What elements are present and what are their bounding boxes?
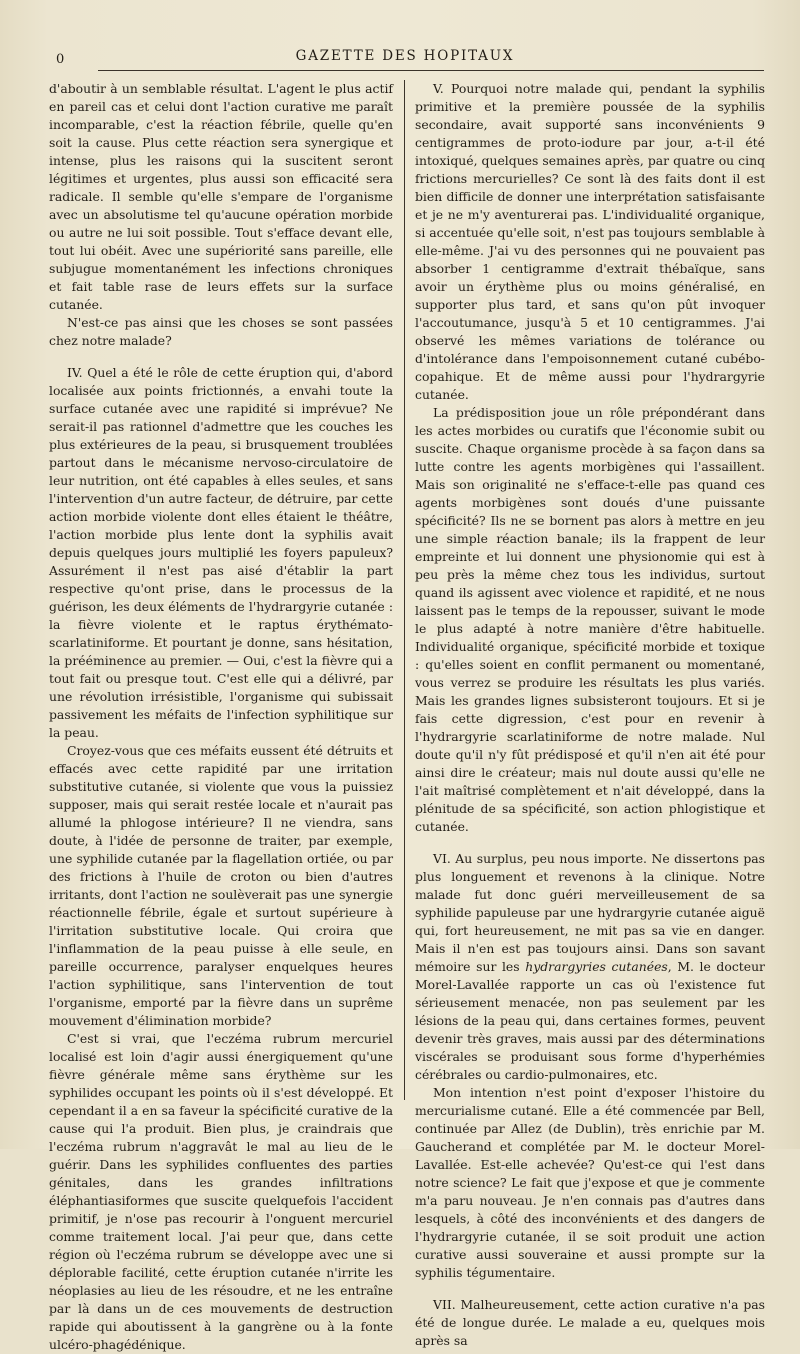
italic-title: hydrargyries cutanées bbox=[525, 959, 668, 974]
text-run: , M. le docteur Morel-Lavallée rapporte un cas où l'existence fut sérieusement menacée, non pas seulement par les lésions de la peau qui, dans certaines formes, peuvent devenir très graves, mais aussi par des déterminations viscérales se produisant sous forme d'hyperhémies cérébrales ou cardio-pulmonaires, etc. bbox=[415, 959, 765, 1082]
text-run: VI. Au surplus, peu nous importe. Ne dissertons pas plus longuement et revenons à la clinique. Notre malade fut donc guéri merveilleusement de sa syphilide papuleuse par une hydrargyrie cutanée aiguë qui, fort heureusement, ne mit pas sa vie en danger. Mais il n'en est pas toujours ainsi. Dans son savant mémoire sur les bbox=[415, 851, 765, 974]
paragraph: C'est si vrai, que l'eczéma rubrum mercuriel localisé est loin d'agir aussi énergiquement qu'une fièvre générale même sans érythème sur les syphilides occupant les points où il s'est développé. Et cependant il a en sa faveur la spécificité curative de la cause qui l'a produit. Bien plus, je craindrais que l'eczéma rubrum n'aggravât le mal au lieu de le guérir. Dans les syphilides confluentes des parties génitales, dans les grandes infiltrations éléphantiasiformes que suscite quelquefois l'accident primitif, je n'ose pas recourir à l'onguent mercuriel comme traitement local. J'ai peur que, dans cette région où l'eczéma rubrum se développe avec une si déplorable facilité, cette éruption cutanée n'irrite les néoplasies au lieu de les résoudre, et ne les entraîne par là dans un de ces mouvements de destruction rapide qui aboutissent à la gangrène ou à la fonte ulcéro-phagédénique. bbox=[49, 1031, 393, 1352]
section-vii-paragraph: VII. Malheureusement, cette action curative n'a pas été de longue durée. Le malade a eu, quelques mois après sa bbox=[415, 1297, 765, 1348]
paragraph: La prédisposition joue un rôle prépondérant dans les actes morbides ou curatifs que l'économie subit ou suscite. Chaque organisme procède à sa façon dans sa lutte contre les agents morbigènes qui l'assaillent. Mais son originalité ne s'efface-t-elle pas quand ces agents morbigènes sont doués d'une puissante spécificité? Ils ne se bornent pas alors à mettre en jeu une simple réaction banale; ils la frappent de leur empreinte et lui donnent une physionomie qui est à peu près la même chez tous les individus, surtout quand ils agissent avec violence et rapidité, et ne nous laissent pas le temps de la repousser, suivant le mode le plus adapté à notre manière d'être habituelle. Individualité organique, spécificité morbide et toxique : qu'elles soient en conflit permanent ou momentané, vous verrez se produire les résultats les plus variés. Mais les grandes lignes subsisteront toujours. Et si je fais cette digression, c'est pour en revenir à l'hydrargyrie scarlatiniforme de notre malade. Nul doute qu'il n'y fût prédisposé et qu'il n'en ait été pour ainsi dire le créateur; mais nul doute aussi qu'elle ne l'ait maîtrisé complètement et n'ait développé, dans la plénitude de sa spécificité, son action phlogistique et cutanée. bbox=[415, 405, 765, 834]
page-header bbox=[46, 44, 764, 70]
header-rule bbox=[98, 70, 764, 71]
paragraph: Croyez-vous que ces méfaits eussent été détruits et effacés avec cette rapidité par une irritation substitutive cutanée, si violente que vous la puissiez supposer, mais qui serait restée locale et n'aurait pas allumé la phlogose intérieure? Il ne viendra, sans doute, à l'idée de personne de traiter, par exemple, une syphilide cutanée par la flagellation ortiée, ou par des frictions à l'huile de croton ou bien d'autres irritants, dont l'action ne soulèverait pas une synergie réactionnelle fébrile, égale et surtout supérieure à l'irritation substitutive locale. Qui croira que l'inflammation de la peau puisse à elle seule, en pareille occurrence, paralyser enquelques heures l'action syphilitique, sans l'intervention de tout l'organisme, emporté par la fièvre dans un suprême mouvement d'élimination morbide? bbox=[49, 743, 393, 1028]
section-iv-paragraph: IV. Quel a été le rôle de cette éruption qui, d'abord localisée aux points frictionnés, a envahi toute la surface cutanée avec une rapidité si imprévue? Ne serait-il pas rationnel d'admettre que les couches les plus extérieures de la peau, si brusquement troublées partout dans le mécanisme nervoso-circulatoire de leur nutrition, ont été capables à elles seules, et sans l'intervention d'un autre facteur, de détruire, par cette action morbide violente dont elles étaient le théâtre, l'action morbide plus lente dont la syphilis avait depuis quelques jours multiplié les foyers papuleux? Assurément il n'est pas aisé d'établir la part respective qu'ont prise, dans le processus de la guérison, les deux éléments de l'hydrargyrie cutanée : la fièvre violente et le raptus érythémato-scarlatiniforme. Et pourtant je donne, sans hésitation, la prééminence au premier. — Oui, c'est la fièvre qui a tout fait ou presque tout. C'est elle qui a délivré, par une révolution irrésistible, l'organisme qui subissait passivement les méfaits de l'infection syphilitique sur la peau. bbox=[49, 365, 393, 740]
page-number: 0 bbox=[56, 52, 65, 67]
section-v-paragraph: V. Pourquoi notre malade qui, pendant la syphilis primitive et la première poussée de la syphilis secondaire, avait supporté sans inconvénients 9 centigrammes de proto-iodure par jour, a-t-il été intoxiqué, quelques semaines après, par quatre ou cinq frictions mercurielles? Ce sont là des faits dont il est bien difficile de donner une interprétation satisfaisante et je ne m'y aventurerai pas. L'individualité organique, si accentuée qu'elle soit, n'est pas toujours semblable à elle-même. J'ai vu des personnes qui ne pouvaient pas absorber 1 centigramme d'extrait thébaïque, sans avoir un érythème plus ou moins généralisé, en supporter plus tard, et sans qu'on pût invoquer l'accoutumance, jusqu'à 5 et 10 centigrammes. J'ai observé les mêmes variations de tolérance ou d'intolérance dans l'empoisonnement cutané cubébo-copahique. Et de même aussi pour l'hydrargyrie cutanée. bbox=[415, 81, 765, 402]
right-column bbox=[415, 80, 765, 1348]
paragraph: d'aboutir à un semblable résultat. L'agent le plus actif en pareil cas et celui dont l'action curative me paraît incomparable, c'est la réaction fébrile, quelle qu'en soit la cause. Plus cette réaction sera synergique et intense, plus les raisons qui la suscitent seront légitimes et urgentes, plus aussi son efficacité sera radicale. Il semble qu'elle s'empare de l'organisme avec un absolutisme tel qu'aucune opération morbide ou autre ne lui soit possible. Tout s'efface devant elle, tout lui obéit. Avec une supériorité sans pareille, elle subjugue momentanément les infections chroniques et fait table rase de leurs effets sur la surface cutanée. bbox=[49, 81, 393, 312]
left-column bbox=[49, 80, 393, 1352]
column-divider bbox=[404, 80, 405, 1100]
paragraph: Mon intention n'est point d'exposer l'histoire du mercurialisme cutané. Elle a été commencée par Bell, continuée par Allez (de Dublin), très enrichie par M. Gaucherand et complétée par M. le docteur Morel-Lavallée. Est-elle achevée? Qu'est-ce qui l'est dans notre science? Le fait que j'expose et que je commente m'a paru nouveau. Je n'en connais pas d'autres dans lesquels, à côté des inconvénients et des dangers de l'hydrargyrie cutanée, il se soit produit une action curative aussi souveraine et aussi prompte sur la syphilis tégumentaire. bbox=[415, 1085, 765, 1280]
section-vi-paragraph bbox=[415, 850, 765, 1084]
running-title: GAZETTE DES HOPITAUX bbox=[295, 48, 515, 64]
paragraph: N'est-ce pas ainsi que les choses se sont passées chez notre malade? bbox=[49, 315, 393, 348]
